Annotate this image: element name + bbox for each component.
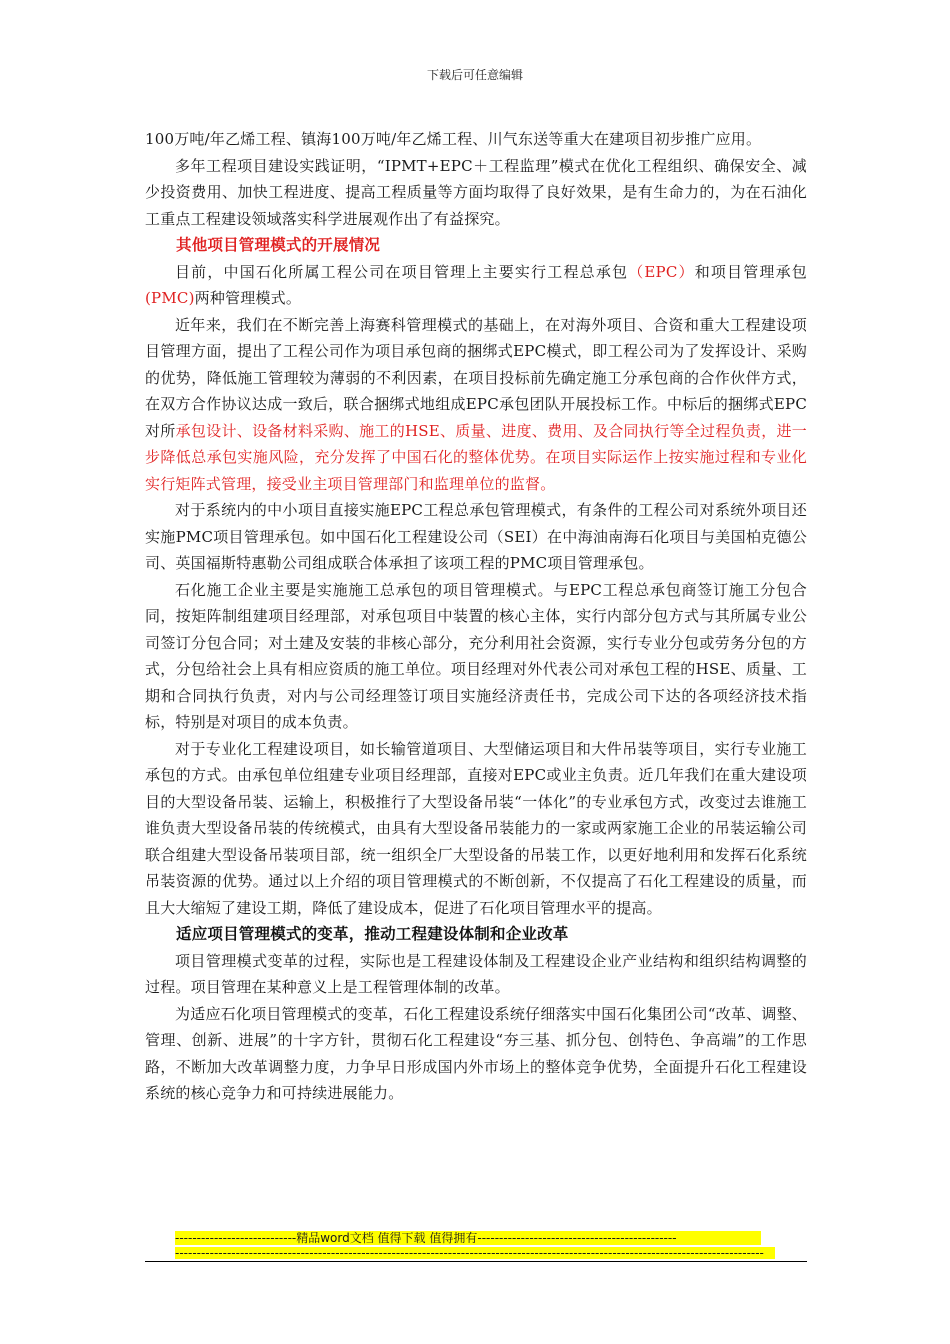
- paragraph-1: 100万吨/年乙烯工程、镇海100万吨/年乙烯工程、川气东送等重大在建项目初步推广应用。: [145, 130, 762, 148]
- footer-banner: ----------------------------精品word文档 值得下载 值得拥有----------------------------------------------: [175, 1231, 761, 1245]
- p4-highlight: 承包设计、设备材料采购、施工的HSE、质量、进度、费用、及合同执行等全过程负责，进一步降低总承包实施风险，充分发挥了中国石化的整体优势。在项目实际运作上按实施过程和专业化实行矩阵式管理，接受业主项目管理部门和监理单位的监督。: [145, 421, 807, 493]
- p3-text-a: 目前，中国石化所属工程公司在项目管理上主要实行工程总承包: [175, 262, 629, 281]
- paragraph-4: [145, 312, 807, 498]
- p3-text-e: 两种管理模式。: [194, 289, 302, 307]
- section-heading-other-modes: 其他项目管理模式的开展情况: [176, 236, 381, 254]
- paragraph-3: [145, 259, 807, 312]
- footer-rule: [145, 1261, 807, 1262]
- p4-text-a: 近年来，我们在不断完善上海赛科管理模式的基础上，在对海外项目、合资和重大工程建设项目管理方面，提出了工程公司作为项目承包商的捆绑式EPC模式，即工程公司为了发挥设计、采购的优势，降低施工管理较为薄弱的不利因素，在项目投标前先确定施工分承包商的合作伙伴方式，在双方合作协议达成一致后，联合捆绑式地组成EPC承包团队开展投标工作。中标后的捆绑式EPC对所: [145, 315, 807, 440]
- page-header: 下载后可任意编辑: [426, 68, 523, 82]
- section-heading-reform: 适应项目管理模式的变革，推动工程建设体制和企业改革: [176, 925, 569, 943]
- p3-epc: （EPC）: [628, 262, 695, 281]
- paragraph-7: 对于专业化工程建设项目，如长输管道项目、大型储运项目和大件吊装等项目，实行专业施工承包的方式。由承包单位组建专业项目经理部，直接对EPC或业主负责。近几年我们在重大建设项目的大型设备吊装、运输上，积极推行了大型设备吊装“一体化”的专业承包方式，改变过去谁施工谁负责大型设备吊装的传统模式，由具有大型设备吊装能力的一家或两家施工企业的吊装运输公司联合组建大型设备吊装项目部，统一组织全厂大型设备的吊装工作，以更好地利用和发挥石化系统吊装资源的优势。通过以上介绍的项目管理模式的不断创新，不仅提高了石化工程建设的质量，而且大大缩短了建设工期，降低了建设成本，促进了石化项目管理水平的提高。: [145, 739, 807, 917]
- document-body: [145, 126, 807, 1107]
- paragraph-5: 对于系统内的中小项目直接实施EPC工程总承包管理模式，有条件的工程公司对系统外项目还实施PMC项目管理承包。如中国石化工程建设公司（SEI）在中海油南海石化项目与美国柏克德公司、英国福斯特惠勒公司组成联合体承担了该项工程的PMC项目管理承包。: [145, 501, 807, 572]
- paragraph-2: 多年工程项目建设实践证明，“IPMT+EPC＋工程监理”模式在优化工程组织、确保安全、减少投资费用、加快工程进度、提高工程质量等方面均取得了良好效果，是有生命力的，为在石油化工重点工程建设领域落实科学进展观作出了有益探究。: [145, 156, 807, 228]
- paragraph-8: 项目管理模式变革的过程，实际也是工程建设体制及工程建设企业产业结构和组织结构调整的过程。项目管理在某种意义上是工程管理体制的改革。: [145, 951, 807, 996]
- footer-dashes: ----------------------------------------------------------------------------------------------------------------------------------------: [175, 1247, 775, 1259]
- paragraph-6: 石化施工企业主要是实施施工总承包的项目管理模式。与EPC工程总承包商签订施工分包合同，按矩阵制组建项目经理部，对承包项目中装置的核心主体，实行内部分包方式与其所属专业公司签订分包合同；对土建及安装的非核心部分，充分利用社会资源，实行专业分包或劳务分包的方式，分包给社会上具有相应资质的施工单位。项目经理对外代表公司对承包工程的HSE、质量、工期和合同执行负责，对内与公司经理签订项目实施经济责任书，完成公司下达的各项经济技术指标，特别是对项目的成本负责。: [145, 580, 807, 731]
- paragraph-9: 为适应石化项目管理模式的变革，石化工程建设系统仔细落实中国石化集团公司“改革、调整、管理、创新、进展”的十字方针，贯彻石化工程建设“夯三基、抓分包、创特色、争高端”的工作思路，不断加大改革调整力度，力争早日形成国内外市场上的整体竞争优势，全面提升石化工程建设系统的核心竞争力和可持续进展能力。: [145, 1004, 807, 1102]
- p3-text-c: 和项目管理承包: [694, 262, 807, 281]
- p3-pmc: (PMC): [145, 289, 195, 307]
